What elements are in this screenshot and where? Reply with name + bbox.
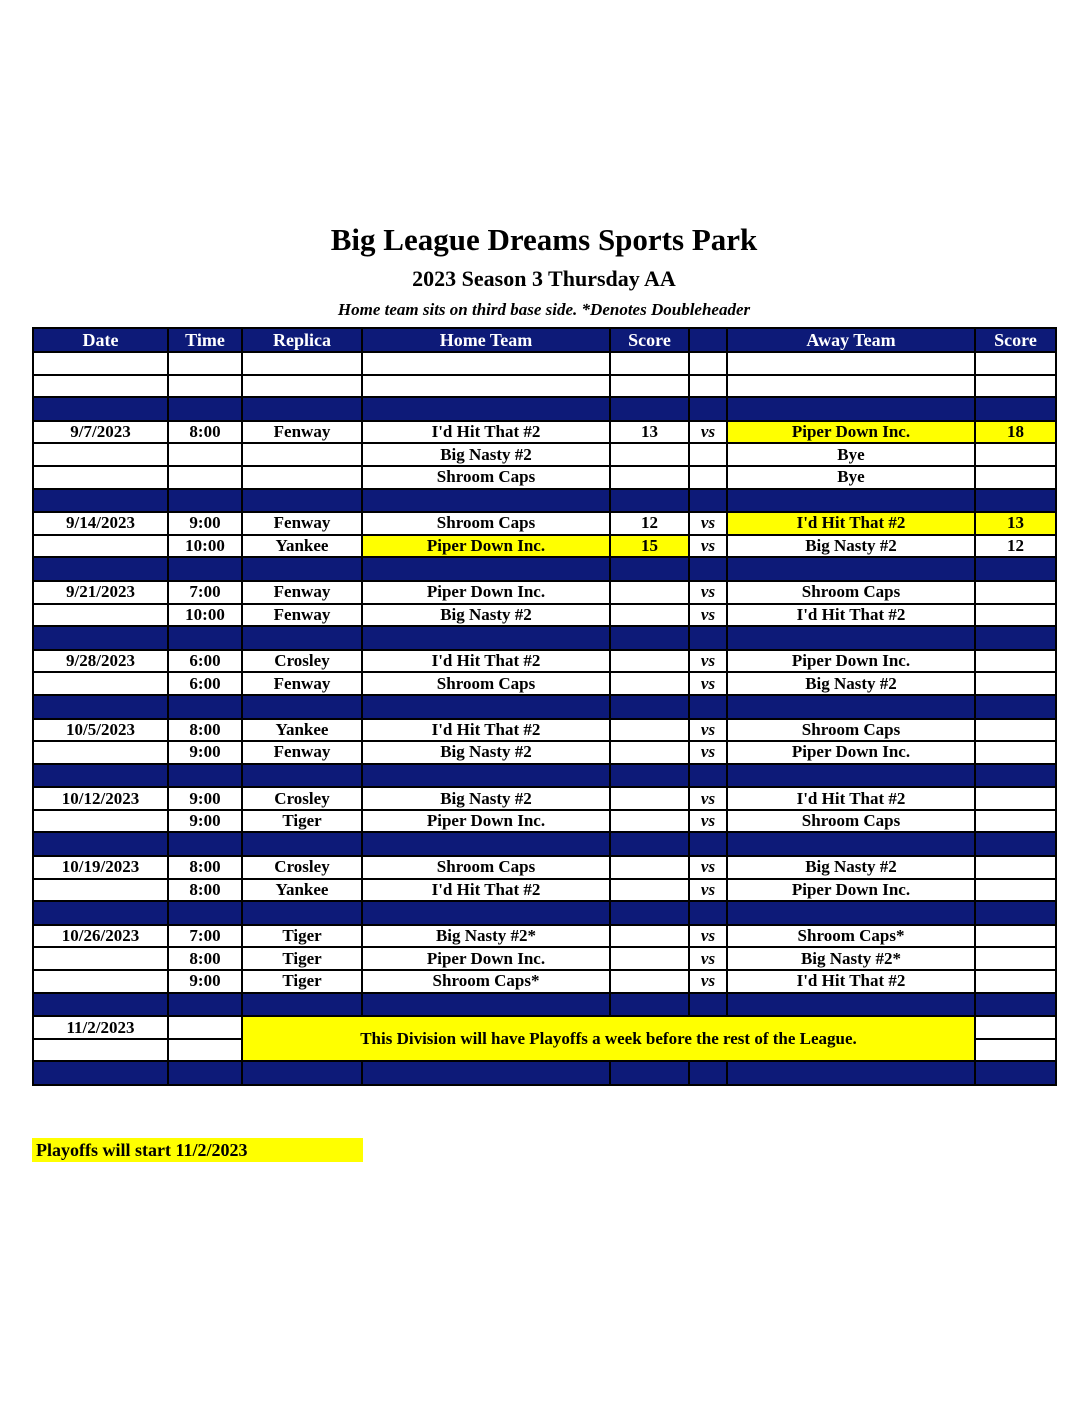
- date-cell: [33, 604, 168, 627]
- home-score-cell: [610, 741, 689, 764]
- col-header-replica: Replica: [242, 328, 362, 352]
- separator-band: [33, 1061, 1056, 1085]
- vs-cell: vs: [689, 650, 727, 673]
- away-score-cell: [975, 443, 1056, 466]
- time-cell: [168, 466, 242, 489]
- band-cell: [362, 557, 610, 581]
- replica-cell: Yankee: [242, 879, 362, 902]
- header-note: Home team sits on third base side. *Denotes Doubleheader: [337, 300, 751, 319]
- schedule-body: [33, 352, 1056, 1085]
- game-row: [33, 970, 1056, 993]
- page-subtitle: 2023 Season 3 Thursday AA: [412, 266, 676, 291]
- game-row: [33, 512, 1056, 535]
- game-row: [33, 375, 1056, 398]
- band-cell: [242, 489, 362, 513]
- band-cell: [33, 764, 168, 788]
- home-team-cell: Big Nasty #2: [362, 604, 610, 627]
- home-score-cell: [610, 810, 689, 833]
- band-cell: [33, 626, 168, 650]
- band-cell: [168, 993, 242, 1017]
- away-score-cell: [975, 604, 1056, 627]
- replica-cell: Fenway: [242, 672, 362, 695]
- band-cell: [33, 901, 168, 925]
- band-cell: [33, 397, 168, 421]
- time-cell: 8:00: [168, 879, 242, 902]
- away-score-cell: [975, 672, 1056, 695]
- band-cell: [689, 764, 727, 788]
- home-score-cell: [610, 925, 689, 948]
- away-score-cell: [975, 581, 1056, 604]
- date-cell: 9/28/2023: [33, 650, 168, 673]
- band-cell: [727, 397, 975, 421]
- away-team-cell: Piper Down Inc.: [727, 879, 975, 902]
- home-team-cell: [362, 375, 610, 398]
- vs-cell: vs: [689, 947, 727, 970]
- band-cell: [727, 489, 975, 513]
- band-cell: [610, 764, 689, 788]
- band-cell: [689, 1061, 727, 1085]
- date-cell: 9/14/2023: [33, 512, 168, 535]
- game-row: [33, 650, 1056, 673]
- away-team-cell: Shroom Caps: [727, 581, 975, 604]
- replica-cell: Yankee: [242, 719, 362, 742]
- game-row: [33, 719, 1056, 742]
- date-cell: [33, 535, 168, 558]
- replica-cell: Fenway: [242, 604, 362, 627]
- band-cell: [242, 557, 362, 581]
- band-cell: [689, 695, 727, 719]
- home-score-cell: [610, 604, 689, 627]
- time-cell: 7:00: [168, 925, 242, 948]
- band-cell: [975, 626, 1056, 650]
- playoffs-footer: Playoffs will start 11/2/2023: [32, 1138, 363, 1162]
- band-cell: [33, 489, 168, 513]
- band-cell: [242, 626, 362, 650]
- band-cell: [362, 832, 610, 856]
- band-cell: [610, 557, 689, 581]
- away-score-cell: [975, 787, 1056, 810]
- away-score-cell: [975, 879, 1056, 902]
- game-row: [33, 443, 1056, 466]
- away-score-cell: [975, 741, 1056, 764]
- away-score-cell: [975, 925, 1056, 948]
- vs-cell: vs: [689, 925, 727, 948]
- date-cell: 9/7/2023: [33, 421, 168, 444]
- away-score-cell: [975, 1039, 1056, 1062]
- separator-band: [33, 626, 1056, 650]
- date-cell: 11/2/2023: [33, 1016, 168, 1039]
- home-team-cell: Piper Down Inc.: [362, 535, 610, 558]
- home-score-cell: [610, 466, 689, 489]
- time-cell: 6:00: [168, 672, 242, 695]
- date-cell: [33, 879, 168, 902]
- away-score-cell: 12: [975, 535, 1056, 558]
- time-cell: 9:00: [168, 741, 242, 764]
- band-cell: [689, 626, 727, 650]
- playoff-note: This Division will have Playoffs a week before the rest of the League.: [242, 1016, 975, 1061]
- home-team-cell: Piper Down Inc.: [362, 581, 610, 604]
- time-cell: 8:00: [168, 856, 242, 879]
- col-header-away-team: Away Team: [727, 328, 975, 352]
- band-cell: [362, 626, 610, 650]
- band-cell: [33, 695, 168, 719]
- band-cell: [727, 557, 975, 581]
- band-cell: [975, 1061, 1056, 1085]
- game-row: [33, 535, 1056, 558]
- away-team-cell: I'd Hit That #2: [727, 512, 975, 535]
- home-team-cell: I'd Hit That #2: [362, 879, 610, 902]
- band-cell: [33, 1061, 168, 1085]
- home-score-cell: [610, 879, 689, 902]
- home-team-cell: [362, 352, 610, 375]
- playoff-row: [33, 1016, 1056, 1039]
- band-cell: [975, 832, 1056, 856]
- col-header-date: Date: [33, 328, 168, 352]
- date-cell: [33, 741, 168, 764]
- date-cell: [33, 375, 168, 398]
- home-score-cell: 12: [610, 512, 689, 535]
- date-cell: [33, 970, 168, 993]
- replica-cell: Fenway: [242, 741, 362, 764]
- home-score-cell: [610, 443, 689, 466]
- band-cell: [727, 993, 975, 1017]
- date-cell: [33, 810, 168, 833]
- band-cell: [362, 993, 610, 1017]
- vs-cell: vs: [689, 719, 727, 742]
- vs-cell: vs: [689, 604, 727, 627]
- home-score-cell: [610, 650, 689, 673]
- away-score-cell: 18: [975, 421, 1056, 444]
- separator-band: [33, 695, 1056, 719]
- band-cell: [362, 397, 610, 421]
- game-row: [33, 466, 1056, 489]
- band-cell: [33, 832, 168, 856]
- band-cell: [242, 1061, 362, 1085]
- replica-cell: Tiger: [242, 947, 362, 970]
- band-cell: [362, 489, 610, 513]
- home-team-cell: I'd Hit That #2: [362, 719, 610, 742]
- band-cell: [975, 901, 1056, 925]
- away-score-cell: [975, 810, 1056, 833]
- col-header-away-score: Score: [975, 328, 1056, 352]
- home-score-cell: [610, 581, 689, 604]
- band-cell: [168, 832, 242, 856]
- replica-cell: Fenway: [242, 421, 362, 444]
- band-cell: [168, 901, 242, 925]
- home-team-cell: Big Nasty #2: [362, 787, 610, 810]
- away-team-cell: Shroom Caps*: [727, 925, 975, 948]
- time-cell: 8:00: [168, 947, 242, 970]
- date-cell: 10/12/2023: [33, 787, 168, 810]
- band-cell: [168, 397, 242, 421]
- home-team-cell: I'd Hit That #2: [362, 650, 610, 673]
- time-cell: 9:00: [168, 810, 242, 833]
- game-row: [33, 352, 1056, 375]
- game-row: [33, 925, 1056, 948]
- away-team-cell: [727, 375, 975, 398]
- time-cell: 6:00: [168, 650, 242, 673]
- band-cell: [33, 557, 168, 581]
- vs-cell: vs: [689, 970, 727, 993]
- replica-cell: Crosley: [242, 650, 362, 673]
- vs-cell: vs: [689, 856, 727, 879]
- replica-cell: [242, 375, 362, 398]
- band-cell: [168, 764, 242, 788]
- separator-band: [33, 832, 1056, 856]
- date-cell: 10/19/2023: [33, 856, 168, 879]
- time-cell: 10:00: [168, 535, 242, 558]
- home-team-cell: Shroom Caps: [362, 466, 610, 489]
- game-row: [33, 810, 1056, 833]
- game-row: [33, 787, 1056, 810]
- band-cell: [975, 557, 1056, 581]
- away-team-cell: Big Nasty #2: [727, 856, 975, 879]
- col-header-time: Time: [168, 328, 242, 352]
- away-team-cell: Piper Down Inc.: [727, 421, 975, 444]
- band-cell: [975, 489, 1056, 513]
- replica-cell: Yankee: [242, 535, 362, 558]
- band-cell: [610, 832, 689, 856]
- away-score-cell: [975, 856, 1056, 879]
- vs-cell: vs: [689, 535, 727, 558]
- band-cell: [975, 993, 1056, 1017]
- band-cell: [610, 489, 689, 513]
- band-cell: [689, 901, 727, 925]
- away-team-cell: Shroom Caps: [727, 810, 975, 833]
- band-cell: [727, 764, 975, 788]
- band-cell: [610, 695, 689, 719]
- time-cell: [168, 443, 242, 466]
- schedule-table: [32, 327, 1057, 1086]
- header-row: [33, 328, 1056, 352]
- band-cell: [242, 993, 362, 1017]
- date-cell: 9/21/2023: [33, 581, 168, 604]
- date-cell: [33, 947, 168, 970]
- home-score-cell: [610, 970, 689, 993]
- away-team-cell: Big Nasty #2: [727, 535, 975, 558]
- band-cell: [362, 695, 610, 719]
- home-score-cell: [610, 947, 689, 970]
- band-cell: [242, 764, 362, 788]
- away-team-cell: Piper Down Inc.: [727, 650, 975, 673]
- away-team-cell: Piper Down Inc.: [727, 741, 975, 764]
- home-score-cell: [610, 719, 689, 742]
- band-cell: [610, 1061, 689, 1085]
- vs-cell: vs: [689, 512, 727, 535]
- band-cell: [610, 626, 689, 650]
- replica-cell: Tiger: [242, 925, 362, 948]
- band-cell: [689, 832, 727, 856]
- band-cell: [689, 557, 727, 581]
- replica-cell: [242, 466, 362, 489]
- band-cell: [242, 397, 362, 421]
- away-team-cell: Bye: [727, 466, 975, 489]
- time-cell: [168, 352, 242, 375]
- band-cell: [168, 626, 242, 650]
- home-score-cell: [610, 672, 689, 695]
- band-cell: [168, 1061, 242, 1085]
- away-team-cell: Shroom Caps: [727, 719, 975, 742]
- away-score-cell: [975, 719, 1056, 742]
- page-title: Big League Dreams Sports Park: [330, 222, 758, 257]
- home-team-cell: Shroom Caps: [362, 856, 610, 879]
- replica-cell: [242, 352, 362, 375]
- date-cell: [33, 352, 168, 375]
- date-cell: 10/5/2023: [33, 719, 168, 742]
- band-cell: [242, 832, 362, 856]
- band-cell: [168, 489, 242, 513]
- away-team-cell: I'd Hit That #2: [727, 787, 975, 810]
- band-cell: [975, 695, 1056, 719]
- band-cell: [610, 901, 689, 925]
- band-cell: [242, 901, 362, 925]
- away-score-cell: [975, 947, 1056, 970]
- band-cell: [362, 1061, 610, 1085]
- game-row: [33, 421, 1056, 444]
- home-score-cell: 13: [610, 421, 689, 444]
- away-team-cell: I'd Hit That #2: [727, 604, 975, 627]
- separator-band: [33, 557, 1056, 581]
- col-header-vs: [689, 328, 727, 352]
- away-team-cell: I'd Hit That #2: [727, 970, 975, 993]
- game-row: [33, 604, 1056, 627]
- vs-cell: vs: [689, 879, 727, 902]
- date-cell: [33, 466, 168, 489]
- replica-cell: Tiger: [242, 970, 362, 993]
- time-cell: 7:00: [168, 581, 242, 604]
- home-score-cell: [610, 856, 689, 879]
- away-score-cell: 13: [975, 512, 1056, 535]
- replica-cell: Crosley: [242, 856, 362, 879]
- home-team-cell: I'd Hit That #2: [362, 421, 610, 444]
- time-cell: [168, 1016, 242, 1039]
- away-team-cell: Bye: [727, 443, 975, 466]
- away-team-cell: Big Nasty #2: [727, 672, 975, 695]
- band-cell: [689, 993, 727, 1017]
- time-cell: 8:00: [168, 421, 242, 444]
- vs-cell: vs: [689, 741, 727, 764]
- game-row: [33, 856, 1056, 879]
- away-score-cell: [975, 970, 1056, 993]
- replica-cell: [242, 443, 362, 466]
- home-score-cell: 15: [610, 535, 689, 558]
- band-cell: [975, 397, 1056, 421]
- home-score-cell: [610, 352, 689, 375]
- band-cell: [727, 695, 975, 719]
- band-cell: [727, 832, 975, 856]
- vs-cell: vs: [689, 787, 727, 810]
- away-team-cell: Big Nasty #2*: [727, 947, 975, 970]
- vs-cell: [689, 443, 727, 466]
- band-cell: [727, 901, 975, 925]
- vs-cell: vs: [689, 421, 727, 444]
- date-cell: [33, 443, 168, 466]
- away-score-cell: [975, 375, 1056, 398]
- replica-cell: Fenway: [242, 512, 362, 535]
- away-score-cell: [975, 650, 1056, 673]
- vs-cell: [689, 375, 727, 398]
- date-cell: [33, 1039, 168, 1062]
- col-header-home-score: Score: [610, 328, 689, 352]
- band-cell: [689, 489, 727, 513]
- col-header-home-team: Home Team: [362, 328, 610, 352]
- game-row: [33, 672, 1056, 695]
- time-cell: 10:00: [168, 604, 242, 627]
- game-row: [33, 581, 1056, 604]
- home-team-cell: Big Nasty #2*: [362, 925, 610, 948]
- band-cell: [727, 1061, 975, 1085]
- home-team-cell: Shroom Caps: [362, 512, 610, 535]
- band-cell: [33, 993, 168, 1017]
- time-cell: 9:00: [168, 787, 242, 810]
- separator-band: [33, 993, 1056, 1017]
- separator-band: [33, 901, 1056, 925]
- separator-band: [33, 764, 1056, 788]
- band-cell: [689, 397, 727, 421]
- vs-cell: [689, 466, 727, 489]
- home-team-cell: Big Nasty #2: [362, 443, 610, 466]
- vs-cell: vs: [689, 810, 727, 833]
- time-cell: [168, 375, 242, 398]
- time-cell: 9:00: [168, 512, 242, 535]
- game-row: [33, 741, 1056, 764]
- band-cell: [362, 901, 610, 925]
- band-cell: [362, 764, 610, 788]
- game-row: [33, 947, 1056, 970]
- band-cell: [727, 626, 975, 650]
- replica-cell: Tiger: [242, 810, 362, 833]
- band-cell: [610, 397, 689, 421]
- away-team-cell: [727, 352, 975, 375]
- band-cell: [242, 695, 362, 719]
- home-score-cell: [610, 375, 689, 398]
- band-cell: [168, 557, 242, 581]
- time-cell: 8:00: [168, 719, 242, 742]
- date-cell: [33, 672, 168, 695]
- time-cell: 9:00: [168, 970, 242, 993]
- vs-cell: [689, 352, 727, 375]
- home-team-cell: Shroom Caps: [362, 672, 610, 695]
- band-cell: [610, 993, 689, 1017]
- away-score-cell: [975, 352, 1056, 375]
- vs-cell: vs: [689, 581, 727, 604]
- away-score-cell: [975, 466, 1056, 489]
- home-team-cell: Shroom Caps*: [362, 970, 610, 993]
- home-team-cell: Big Nasty #2: [362, 741, 610, 764]
- date-cell: 10/26/2023: [33, 925, 168, 948]
- time-cell: [168, 1039, 242, 1062]
- band-cell: [168, 695, 242, 719]
- home-score-cell: [610, 787, 689, 810]
- game-row: [33, 879, 1056, 902]
- replica-cell: Fenway: [242, 581, 362, 604]
- away-score-cell: [975, 1016, 1056, 1039]
- vs-cell: vs: [689, 672, 727, 695]
- band-cell: [975, 764, 1056, 788]
- separator-band: [33, 489, 1056, 513]
- separator-band: [33, 397, 1056, 421]
- home-team-cell: Piper Down Inc.: [362, 947, 610, 970]
- replica-cell: Crosley: [242, 787, 362, 810]
- home-team-cell: Piper Down Inc.: [362, 810, 610, 833]
